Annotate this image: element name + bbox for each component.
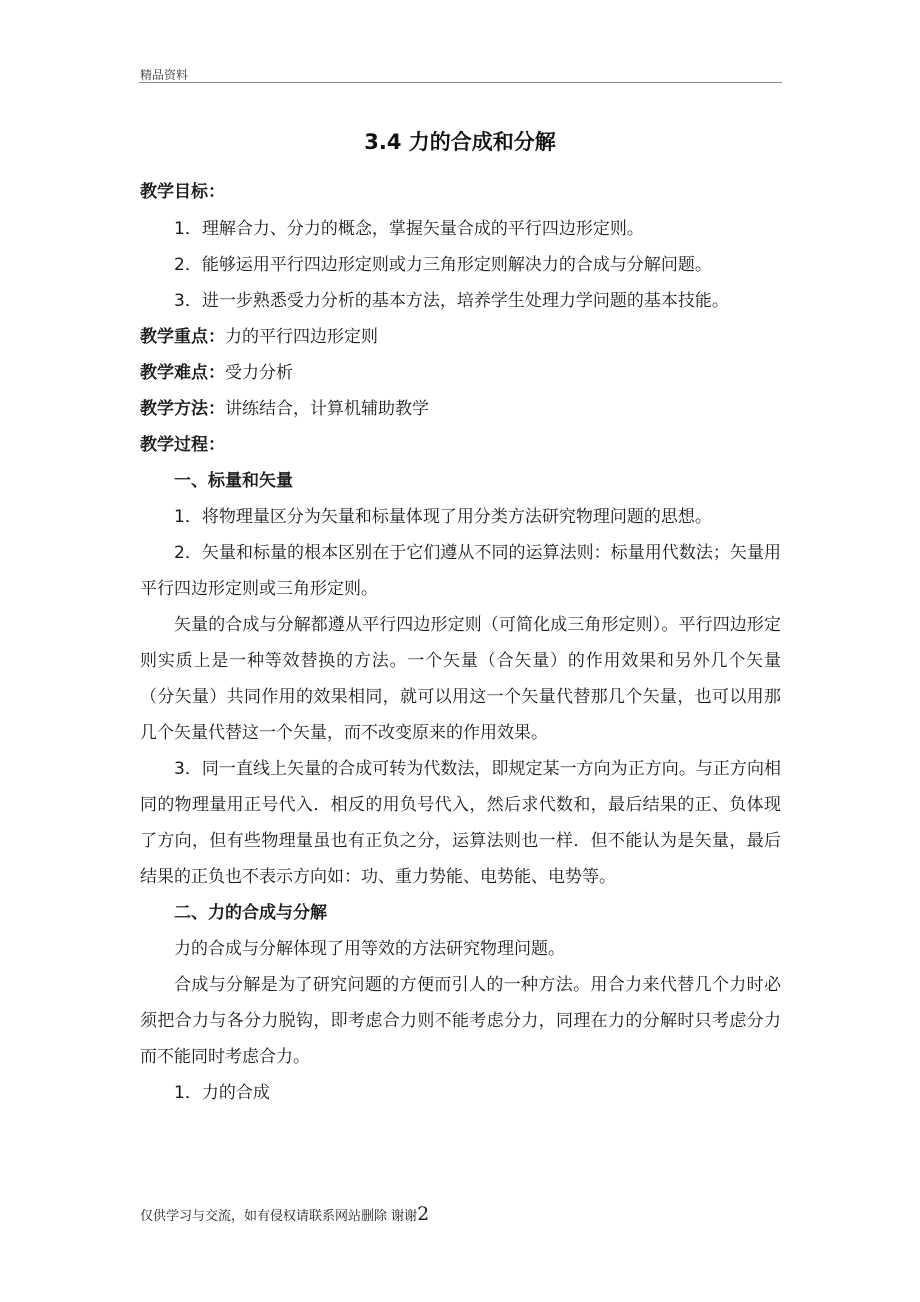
footer [140, 1203, 429, 1225]
goal-item-2: 2．能够运用平行四边形定则或力三角形定则解决力的合成与分解问题。 [174, 255, 712, 275]
section-1-paragraph-3: 矢量的合成与分解都遵从平行四边形定则（可简化成三角形定则）。平行四边形定则实质上是一种等效替换的方法。一个矢量（合矢量）的作用效果和另外几个矢量（分矢量）共同作用的效果相同，就可以用这一个矢量代替那几个矢量，也可以用那几个矢量代替这一个矢量，而不改变原来的作用效果。 [140, 615, 781, 743]
header-label: 精品资料 [140, 68, 189, 82]
section-2-paragraph-2: 合成与分解是为了研究问题的方便而引人的一种方法。用合力来代替几个力时必须把合力与各分力脱钩，即考虑合力则不能考虑分力，同理在力的分解时只考虑分力而不能同时考虑合力。 [140, 975, 781, 1067]
section-1-paragraph-2: 2．矢量和标量的根本区别在于它们遵从不同的运算法则：标量用代数法；矢量用平行四边形定则或三角形定则。 [140, 543, 781, 599]
difficulty-label: 教学难点： [140, 363, 225, 383]
difficulty-value: 受力分析 [225, 363, 293, 383]
key-point-line [140, 319, 781, 355]
goal-item-3: 3．进一步熟悉受力分析的基本方法，培养学生处理力学问题的基本技能。 [174, 291, 729, 311]
header-rule [139, 82, 782, 83]
goals-heading: 教学目标： [140, 182, 225, 202]
section-2-title: 二、力的合成与分解 [174, 903, 327, 923]
goal-item-1: 1．理解合力、分力的概念，掌握矢量合成的平行四边形定则。 [174, 219, 644, 239]
page-number: 2 [417, 1203, 430, 1225]
section-2-paragraph-1: 力的合成与分解体现了用等效的方法研究物理问题。 [174, 939, 565, 959]
process-heading: 教学过程： [140, 435, 225, 455]
method-value: 讲练结合，计算机辅助教学 [225, 399, 429, 419]
key-point-value: 力的平行四边形定则 [225, 327, 378, 347]
section-1-paragraph-4: 3．同一直线上矢量的合成可转为代数法，即规定某一方向为正方向。与正方向相同的物理量用正号代入．相反的用负号代入，然后求代数和，最后结果的正、负体现了方向，但有些物理量虽也有正负之分，运算法则也一样．但不能认为是矢量，最后结果的正负也不表示方向如：功、重力势能、电势能、电势等。 [140, 759, 781, 887]
section-1-title: 一、标量和矢量 [174, 471, 293, 491]
page-title: 3.4 力的合成和分解 [364, 130, 556, 154]
difficulty-line [140, 355, 781, 391]
section-2-paragraph-3: 1．力的合成 [174, 1083, 270, 1103]
footer-text: 仅供学习与交流，如有侵权请联系网站删除 谢谢 [140, 1209, 418, 1224]
document-body [140, 174, 781, 1111]
method-line [140, 391, 781, 427]
key-point-label: 教学重点： [140, 327, 225, 347]
method-label: 教学方法： [140, 399, 225, 419]
section-1-paragraph-1: 1．将物理量区分为矢量和标量体现了用分类方法研究物理问题的思想。 [174, 507, 712, 527]
